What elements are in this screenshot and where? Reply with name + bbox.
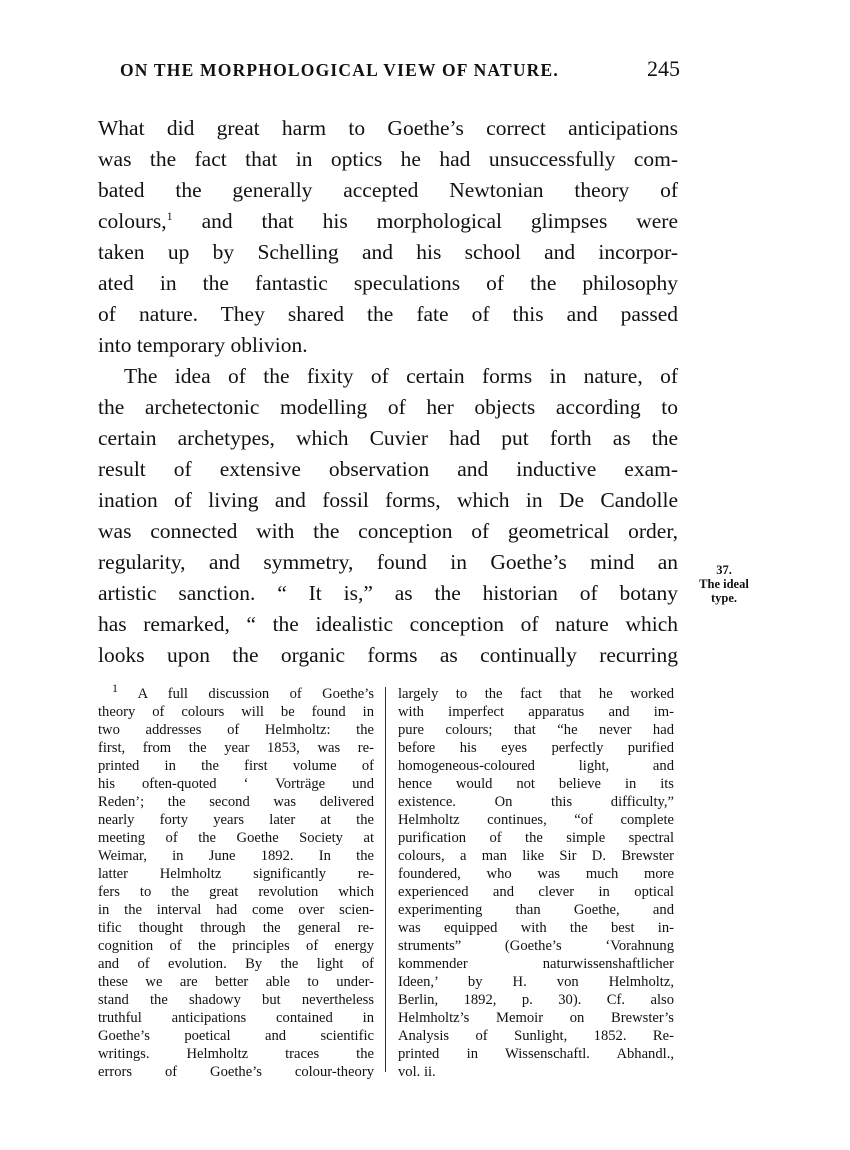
footnote-line: kommender naturwissenshaftlicher bbox=[398, 956, 674, 972]
footnote-line: colours, a man like Sir D. Brewster bbox=[398, 848, 674, 864]
footnote-line: Goethe’s poetical and scientific bbox=[98, 1028, 374, 1044]
footnote-line: Berlin, 1892, p. 30). Cf. also bbox=[398, 992, 674, 1008]
footnote-line: Helmholtz continues, “of complete bbox=[398, 812, 674, 828]
footnote-line: stand the shadowy but nevertheless bbox=[98, 992, 374, 1008]
text-line: ated in the fantastic speculations of the philosophy bbox=[98, 271, 678, 295]
footnote-line: Analysis of Sunlight, 1852. Re- bbox=[398, 1028, 674, 1044]
main-text bbox=[98, 113, 678, 671]
text-line: artistic sanction. “ It is,” as the historian of botany bbox=[98, 581, 678, 605]
footnote-line: hence would not believe in its bbox=[398, 776, 674, 792]
marginal-note-line: The ideal bbox=[699, 577, 749, 591]
text-line: result of extensive observation and inductive exam- bbox=[98, 457, 678, 481]
footnote-line: latter Helmholtz significantly re- bbox=[98, 866, 374, 882]
footnote-line: printed in the first volume of bbox=[98, 758, 374, 774]
marginal-note bbox=[689, 563, 759, 605]
column-divider bbox=[385, 687, 386, 1072]
footnote-line: largely to the fact that he worked bbox=[398, 686, 674, 702]
footnote-marker: 1 bbox=[112, 681, 118, 696]
footnote-line: purification of the simple spectral bbox=[398, 830, 674, 846]
footnote-line: these we are better able to under- bbox=[98, 974, 374, 990]
text-line: of nature. They shared the fate of this and passed bbox=[98, 302, 678, 326]
footnote-column-left bbox=[98, 681, 374, 1081]
footnote-line: first, from the year 1853, was re- bbox=[98, 740, 374, 756]
footnote-line: Weimar, in June 1892. In the bbox=[98, 848, 374, 864]
text-line: has remarked, “ the idealistic conception of nature which bbox=[98, 612, 678, 636]
footnote-line: cognition of the principles of energy bbox=[98, 938, 374, 954]
text-line: looks upon the organic forms as continually recurring bbox=[98, 643, 678, 667]
footnote-line: homogeneous-coloured light, and bbox=[398, 758, 674, 774]
footnote-line: fers to the great revolution which bbox=[98, 884, 374, 900]
footnote-line: his often-quoted ‘ Vorträge und bbox=[98, 776, 374, 792]
footnote-line: truthful anticipations contained in bbox=[98, 1010, 374, 1026]
text-fragment: and that his morphological glimpses were bbox=[172, 209, 678, 233]
text-line: ination of living and fossil forms, which in De Candolle bbox=[98, 488, 678, 512]
footnote-column-right bbox=[398, 685, 674, 1081]
footnote-line: Ideen,’ by H. von Helmholtz, bbox=[398, 974, 674, 990]
footnote-line: before his eyes perfectly purified bbox=[398, 740, 674, 756]
footnote-line: Reden’; the second was delivered bbox=[98, 794, 374, 810]
page-header bbox=[120, 56, 680, 90]
text-line: taken up by Schelling and his school and incorpor- bbox=[98, 240, 678, 264]
text-line: bated the generally accepted Newtonian theory of bbox=[98, 178, 678, 202]
footnote-line: struments” (Goethe’s ‘Vorahnung bbox=[398, 938, 674, 954]
footnote-line: pure colours; that “he never had bbox=[398, 722, 674, 738]
footnote-line: was equipped with the best in- bbox=[398, 920, 674, 936]
footnote-line: existence. On this difficulty,” bbox=[398, 794, 674, 810]
footnote-line: with imperfect apparatus and im- bbox=[398, 704, 674, 720]
footnote-line: Helmholtz’s Memoir on Brewster’s bbox=[398, 1010, 674, 1026]
marginal-note-line: type. bbox=[710, 591, 738, 605]
footnote-line: vol. ii. bbox=[398, 1064, 436, 1080]
footnote-line: experimenting than Goethe, and bbox=[398, 902, 674, 918]
footnote-line: nearly forty years later at the bbox=[98, 812, 374, 828]
marginal-note-number: 37. bbox=[716, 563, 732, 577]
text-line: The idea of the fixity of certain forms in nature, of bbox=[124, 364, 678, 388]
text-line: What did great harm to Goethe’s correct anticipations bbox=[98, 116, 678, 140]
text-line bbox=[98, 206, 678, 237]
footnote-line: theory of colours will be found in bbox=[98, 704, 374, 720]
text-line: was connected with the conception of geometrical order, bbox=[98, 519, 678, 543]
footnote-line: foundered, who was much more bbox=[398, 866, 674, 882]
footnote-line: errors of Goethe’s colour-theory bbox=[98, 1064, 374, 1080]
footnote-line: printed in Wissenschaftl. Abhandl., bbox=[398, 1046, 674, 1062]
text-line: the archetectonic modelling of her objects according to bbox=[98, 395, 678, 419]
footnote-line bbox=[98, 681, 374, 703]
text-line: certain archetypes, which Cuvier had put forth as the bbox=[98, 426, 678, 450]
text-line: regularity, and symmetry, found in Goethe’s mind an bbox=[98, 550, 678, 574]
footnote-line: experienced and clever in optical bbox=[398, 884, 674, 900]
text-fragment: A full discussion of Goethe’s bbox=[137, 686, 374, 702]
page-number: 245 bbox=[647, 56, 680, 81]
footnote-line: in the interval had come over scien- bbox=[98, 902, 374, 918]
footnote-line: two addresses of Helmholtz: the bbox=[98, 722, 374, 738]
text-fragment: colours, bbox=[98, 209, 167, 233]
footnote-reference[interactable]: 1 bbox=[166, 208, 173, 223]
footnote-line: and of evolution. By the light of bbox=[98, 956, 374, 972]
footnote-line: meeting of the Goethe Society at bbox=[98, 830, 374, 846]
text-line: into temporary oblivion. bbox=[98, 333, 308, 357]
running-head: ON THE MORPHOLOGICAL VIEW OF NATURE. bbox=[120, 60, 559, 80]
text-line: was the fact that in optics he had unsuccessfully com- bbox=[98, 147, 678, 171]
footnote-line: writings. Helmholtz traces the bbox=[98, 1046, 374, 1062]
footnote-line: tific thought through the general re- bbox=[98, 920, 374, 936]
